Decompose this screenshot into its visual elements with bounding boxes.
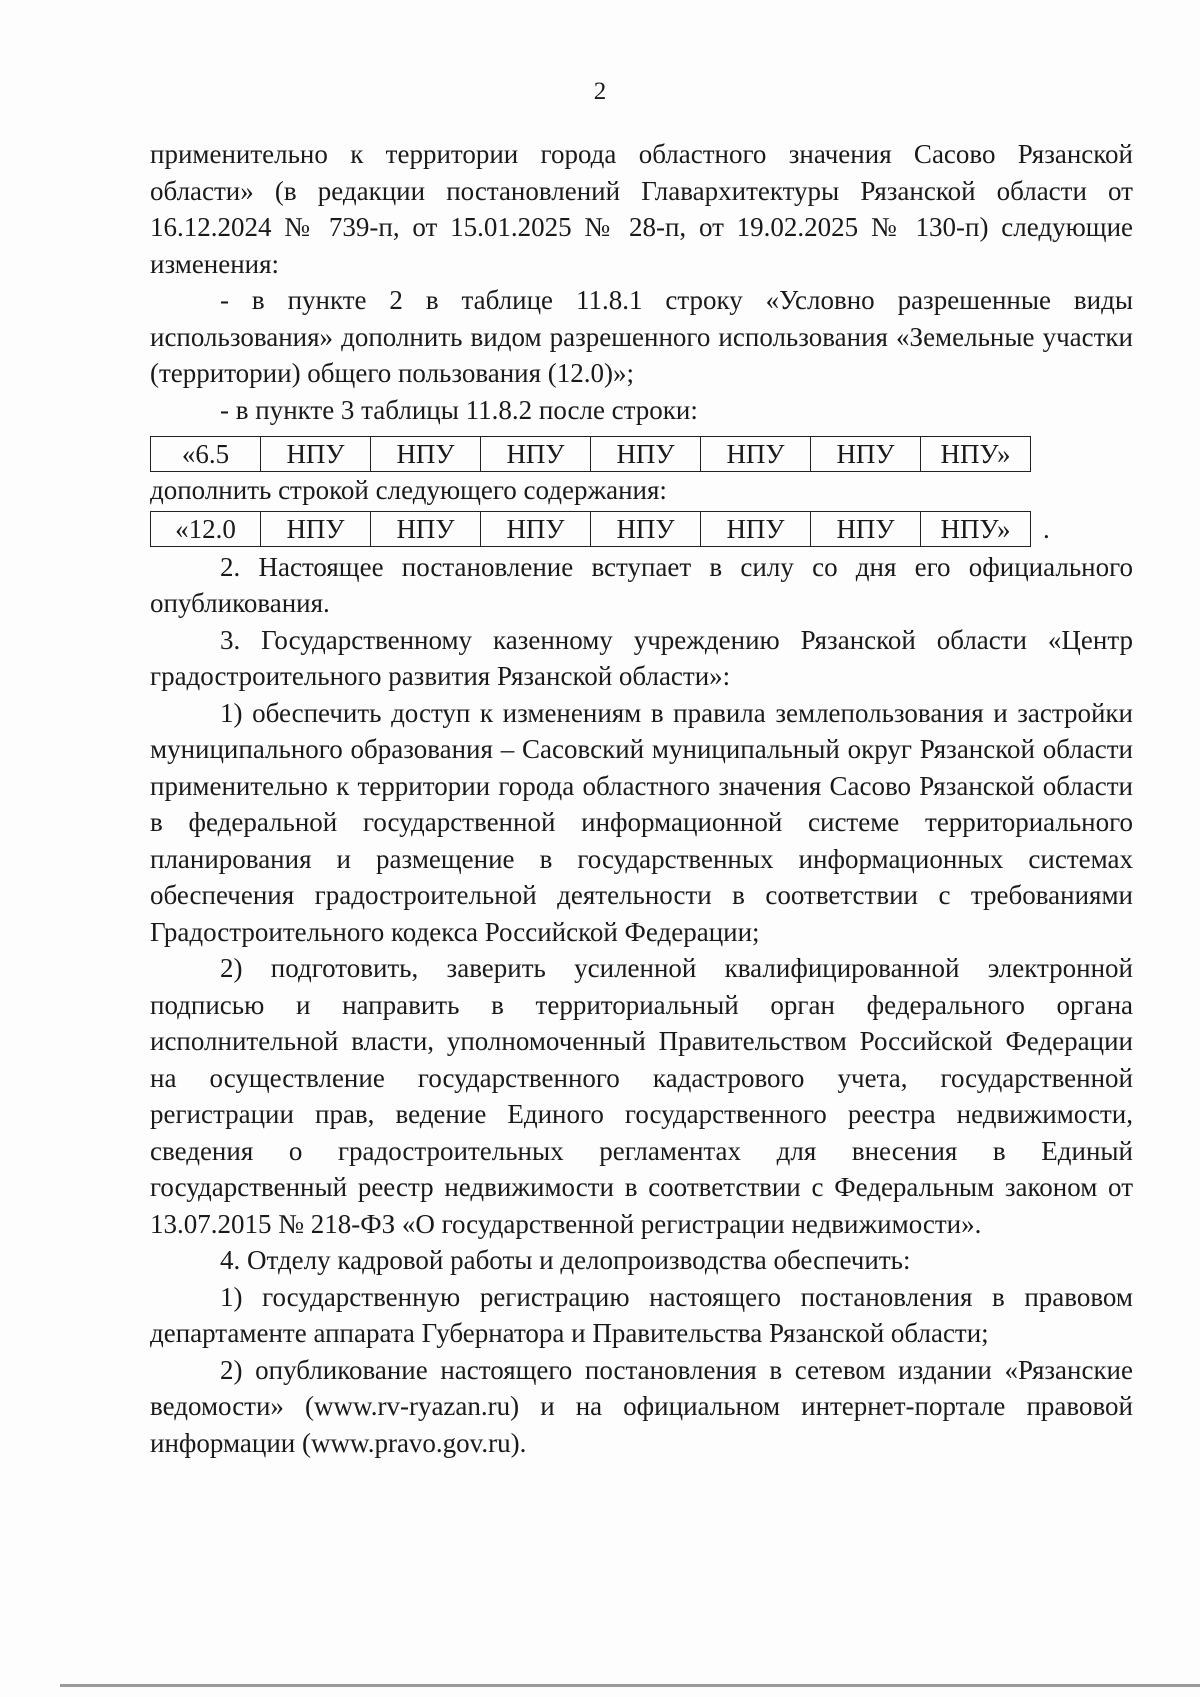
paragraph-supplement: дополнить строкой следующего содержания: <box>150 475 667 505</box>
table-cell: НПУ <box>591 437 701 472</box>
paragraph-4-1: 1) государственную регистрацию настоящего постановления в правовом департаменте аппарата Губернатора и Правительства Рязанской области; <box>150 1281 1133 1348</box>
table-cell: «12.0 <box>151 511 261 546</box>
table-cell: НПУ <box>261 511 371 546</box>
page-number: 2 <box>593 78 607 105</box>
table-cell: НПУ <box>701 437 811 472</box>
paragraph-4-2: 2) опубликование настоящего постановления в сетевом издании «Рязанские ведомости» (www.rv-ryazan.ru) и на официальном интернет-портале правовой информации (www.pravo.gov.ru). <box>150 1354 1133 1458</box>
paragraph-3-1: 1) обеспечить доступ к изменениям в правила землепользования и застройки муниципального образования – Сасовский муниципальный округ Рязанской области применительно к территории города областного значения Сасово Рязанской области в федеральной государственной информационной системе территориального планирования и размещение в государственных информационных системах обеспечения градостроительной деятельности в соответствии с требованиями Градостроительного кодекса Российской Федерации; <box>150 697 1133 947</box>
paragraph-item-punkt3: - в пункте 3 таблицы 11.8.2 после строки: <box>220 394 698 425</box>
table-cell: НПУ <box>261 437 371 472</box>
document-body <box>150 136 1133 1461</box>
paragraph-intro: применительно к территории города областного значения Сасово Рязанской области» (в редакции постановлений Главархитектуры Рязанской области от 16.12.2024 № 739-п, от 15.01.2025 № 28-п, от 19.02.2025 № 130-п) следующие изменения: <box>150 139 1133 279</box>
paragraph-3: 3. Государственному казенному учреждению Рязанской области «Центр градостроительного развития Рязанской области»: <box>150 624 1133 691</box>
table-cell: НПУ <box>811 437 921 472</box>
table-cell: НПУ» <box>921 437 1031 472</box>
table-cell: НПУ <box>481 511 591 546</box>
paragraph-item-punkt2: - в пункте 2 в таблице 11.8.1 строку «Условно разрешенные виды использования» дополнить видом разрешенного использования «Земельные участки (территории) общего пользования (12.0)»; <box>150 285 1133 388</box>
table-cell: НПУ <box>591 511 701 546</box>
table-cell: НПУ <box>701 511 811 546</box>
table-cell: НПУ <box>481 437 591 472</box>
table-row-new <box>150 511 1031 547</box>
paragraph-2: 2. Настоящее постановление вступает в силу со дня его официального опубликования. <box>150 551 1133 618</box>
table-cell: НПУ <box>371 437 481 472</box>
scan-edge-line <box>60 1684 1200 1687</box>
paragraph-3-2: 2) подготовить, заверить усиленной квалифицированной электронной подписью и направить в территориальный орган федерального органа исполнительной власти, уполномоченный Правительством Российской Федерации на осуществление государственного кадастрового учета, государственной регистрации прав, ведение Единого государственного реестра недвижимости, сведения о градостроительных регламентах для внесения в Единый государственный реестр недвижимости в соответствии с Федеральным законом от 13.07.2015 № 218-ФЗ «О государственной регистрации недвижимости». <box>150 953 1133 1239</box>
table-cell: НПУ <box>811 511 921 546</box>
table-row-new-wrapper <box>150 509 1133 549</box>
table-row-after <box>150 436 1031 472</box>
paragraph-4: 4. Отделу кадровой работы и делопроизводства обеспечить: <box>220 1245 911 1275</box>
table-cell: НПУ <box>371 511 481 546</box>
table-cell: НПУ» <box>921 511 1031 546</box>
table-row-suffix: . <box>1043 513 1050 544</box>
table-row-after-wrapper <box>150 428 1133 472</box>
table-cell: «6.5 <box>151 437 261 472</box>
